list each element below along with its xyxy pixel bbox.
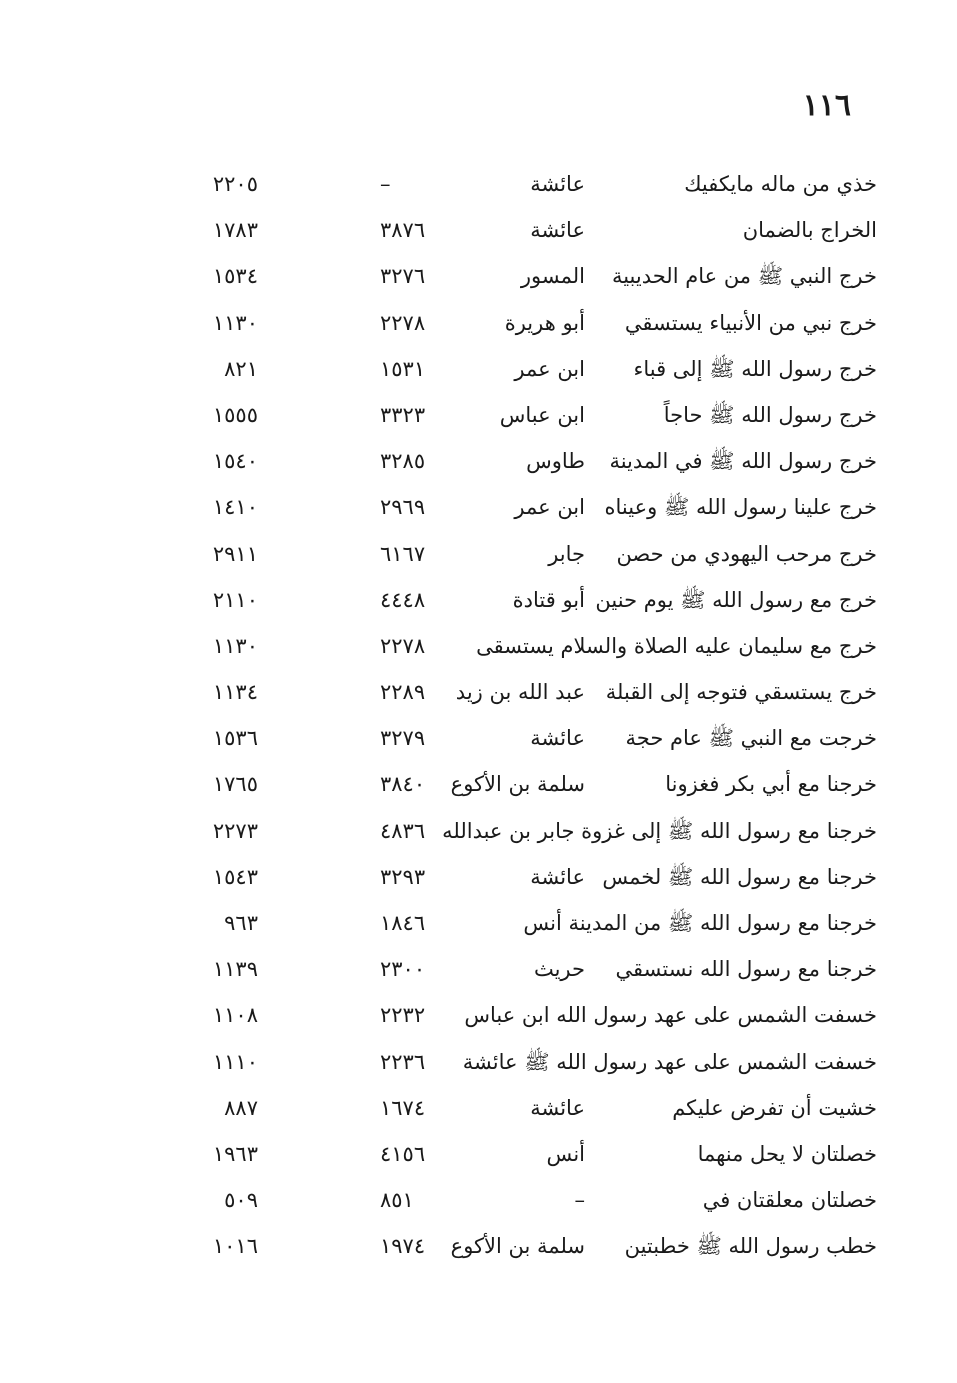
- reference-number: ٣٣٢٣: [380, 402, 426, 427]
- reference-number: ٤٨٣٦: [380, 818, 426, 843]
- hadith-text: خرجنا مع رسول الله نستسقي: [615, 957, 877, 982]
- index-row: [0, 809, 957, 855]
- reference-number: ٨٥١: [380, 1188, 414, 1213]
- reference-number: ٣٢٧٩: [380, 726, 426, 751]
- reference-number: ٢٩٦٩: [380, 495, 426, 520]
- narrator-name: أنس: [546, 1141, 585, 1166]
- page-reference-number: ١١٣٤: [212, 680, 258, 705]
- index-row: [0, 993, 957, 1039]
- page-reference-number: ٢١١٠: [212, 587, 258, 612]
- page-reference-number: ١٥٤٣: [212, 864, 258, 889]
- hadith-index-table: [0, 162, 957, 1271]
- narrator-name: عائشة: [530, 218, 585, 243]
- index-row: [0, 1224, 957, 1270]
- hadith-text: خرجنا مع أبي بكر فغزونا: [665, 772, 877, 797]
- index-row: [0, 254, 957, 300]
- narrator-name: حريث: [533, 957, 585, 982]
- index-row: [0, 485, 957, 531]
- narrator-name: ابن عباس: [499, 402, 585, 427]
- hadith-text: الخراج بالضمان: [742, 218, 877, 243]
- hadith-text: خرج مع سليمان عليه الصلاة والسلام يستسقى: [476, 633, 877, 658]
- hadith-text: خرجنا مع رسول الله ﷺ لخمس: [602, 864, 877, 889]
- hadith-text: خطب رسول الله ﷺ خطبتين: [624, 1234, 877, 1259]
- reference-number: ٣٢٧٦: [380, 264, 426, 289]
- narrator-name: جابر: [548, 541, 585, 566]
- page-reference-number: ١١١٠: [212, 1049, 258, 1074]
- reference-number: ٢٢٣٦: [380, 1049, 426, 1074]
- index-row: [0, 578, 957, 624]
- page-reference-number: ١٧٦٥: [212, 772, 258, 797]
- reference-number: ١٥٣١: [380, 356, 426, 381]
- reference-number: ٦١٦٧: [380, 541, 426, 566]
- reference-number: ١٦٧٤: [380, 1095, 426, 1120]
- reference-number: ٢٣٠٠: [380, 957, 426, 982]
- index-row: [0, 1040, 957, 1086]
- hadith-text: خصلتان لا يحل منهما: [697, 1141, 877, 1166]
- index-row: [0, 162, 957, 208]
- reference-number: ٢٢٧٨: [380, 633, 426, 658]
- page-number: ١١٦: [802, 88, 851, 123]
- narrator-name: ابن عمر: [514, 495, 585, 520]
- index-row: [0, 1178, 957, 1224]
- hadith-text: خرجنا مع رسول الله ﷺ من المدينة أنس: [523, 911, 877, 935]
- index-row: [0, 439, 957, 485]
- hadith-text: خرجت مع النبي ﷺ عام حجة: [625, 726, 877, 751]
- page-reference-number: ٥٠٩: [224, 1188, 258, 1213]
- narrator-name: –: [574, 1188, 585, 1213]
- page-reference-number: ١١٣٩: [212, 957, 258, 982]
- page-reference-number: ١١٣٠: [212, 633, 258, 658]
- narrator-name: عائشة: [530, 726, 585, 751]
- narrator-name: سلمة بن الأكوع: [450, 772, 585, 797]
- index-row: [0, 855, 957, 901]
- reference-number: –: [380, 172, 391, 196]
- hadith-text: خرج رسول الله ﷺ إلى قباء: [633, 356, 877, 381]
- reference-number: ٢٢٣٢: [380, 1003, 426, 1028]
- narrator-name: ابن عمر: [514, 356, 585, 381]
- page-reference-number: ١٥٣٦: [212, 726, 258, 751]
- index-row: [0, 901, 957, 947]
- index-row: [0, 393, 957, 439]
- index-row: [0, 762, 957, 808]
- narrator-name: عائشة: [530, 1095, 585, 1120]
- narrator-name: عائشة: [530, 864, 585, 889]
- page-reference-number: ١٠١٦: [212, 1234, 258, 1259]
- hadith-text: خرج مرحب اليهودي من حصن: [616, 541, 877, 566]
- hadith-text: خصلتان معلقتان في: [702, 1188, 877, 1213]
- narrator-name: طاوس: [526, 449, 585, 474]
- reference-number: ١٨٤٦: [380, 911, 426, 935]
- page-reference-number: ١٧٨٣: [212, 218, 258, 243]
- index-row: [0, 670, 957, 716]
- page-reference-number: ٢٢٧٣: [212, 818, 258, 843]
- page-reference-number: ١٩٦٣: [212, 1141, 258, 1166]
- hadith-text: خرج النبي ﷺ من عام الحديبية: [611, 264, 877, 289]
- page-reference-number: ١٥٣٤: [212, 264, 258, 289]
- reference-number: ٤٤٤٨: [380, 587, 426, 612]
- page-reference-number: ٢٢٠٥: [212, 172, 258, 196]
- hadith-text: خسفت الشمس على عهد رسول الله ﷺ عائشة: [462, 1049, 877, 1074]
- index-row: [0, 716, 957, 762]
- narrator-name: عائشة: [530, 172, 585, 196]
- reference-number: ٣٢٩٣: [380, 864, 426, 889]
- index-row: [0, 1132, 957, 1178]
- page-reference-number: ١٤١٠: [212, 495, 258, 520]
- index-row: [0, 208, 957, 254]
- hadith-text: خشيت أن تفرض عليكم: [672, 1095, 877, 1120]
- page-reference-number: ١١٣٠: [212, 310, 258, 335]
- narrator-name: أبو قتادة: [512, 587, 585, 612]
- index-row: [0, 301, 957, 347]
- page-reference-number: ٢٩١١: [212, 541, 258, 566]
- index-row: [0, 532, 957, 578]
- index-row: [0, 624, 957, 670]
- index-row: [0, 947, 957, 993]
- narrator-name: عبد الله بن زيد: [455, 680, 585, 705]
- hadith-text: خرج رسول الله ﷺ حاجاً: [663, 402, 877, 427]
- page-reference-number: ١٥٤٠: [212, 449, 258, 474]
- reference-number: ٤١٥٦: [380, 1141, 426, 1166]
- hadith-text: خرج مع رسول الله ﷺ يوم حنين: [595, 587, 877, 612]
- page-reference-number: ١٥٥٥: [212, 402, 258, 427]
- index-row: [0, 347, 957, 393]
- reference-number: ٣٨٤٠: [380, 772, 426, 797]
- page-reference-number: ٨٨٧: [224, 1095, 258, 1120]
- hadith-text: خرج يستسقي فتوجه إلى القبلة: [605, 680, 877, 705]
- hadith-text: خرج علينا رسول الله ﷺ وعيناه: [604, 495, 877, 520]
- reference-number: ٢٢٨٩: [380, 680, 426, 705]
- reference-number: ١٩٧٤: [380, 1234, 426, 1259]
- hadith-text: خذي من ماله مايكفيك: [684, 172, 877, 196]
- index-row: [0, 1086, 957, 1132]
- reference-number: ٣٨٧٦: [380, 218, 426, 243]
- narrator-name: أبو هريرة: [504, 310, 585, 335]
- hadith-text: خرج رسول الله ﷺ في المدينة: [609, 449, 877, 474]
- page-reference-number: ٩٦٣: [224, 911, 258, 935]
- page-reference-number: ١١٠٨: [212, 1003, 258, 1028]
- page-reference-number: ٨٢١: [224, 356, 258, 381]
- hadith-text: خسفت الشمس على عهد رسول الله ابن عباس: [464, 1003, 877, 1028]
- narrator-name: المسور: [520, 264, 585, 289]
- narrator-name: سلمة بن الأكوع: [450, 1234, 585, 1259]
- hadith-text: خرج نبي من الأنبياء يستسقي: [624, 310, 877, 335]
- reference-number: ٣٢٨٥: [380, 449, 426, 474]
- hadith-text: خرجنا مع رسول الله ﷺ إلى غزوة جابر بن عبدالله: [442, 818, 877, 843]
- reference-number: ٢٢٧٨: [380, 310, 426, 335]
